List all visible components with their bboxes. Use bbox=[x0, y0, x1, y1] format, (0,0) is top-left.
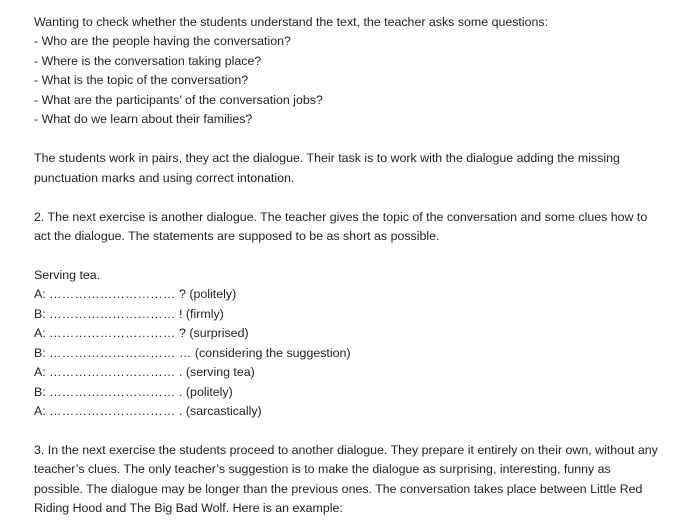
dialogue-punctuation: ? bbox=[179, 287, 186, 302]
dialogue-punctuation: . bbox=[179, 384, 183, 399]
text-block-serving-tea-dialogue bbox=[34, 266, 658, 422]
dialogue-blank-leader: ………………………… bbox=[49, 365, 176, 380]
dialogue-stage-direction: (politely) bbox=[189, 287, 237, 302]
dialogue-turn bbox=[34, 305, 658, 324]
dialogue-punctuation: . bbox=[179, 404, 183, 419]
question-line: - Where is the conversation taking place? bbox=[34, 53, 262, 68]
dialogue-stage-direction: (politely) bbox=[185, 384, 233, 399]
dialogue-turn bbox=[34, 402, 658, 421]
dialogue-turn bbox=[34, 363, 658, 382]
dialogue-punctuation: . bbox=[179, 365, 183, 380]
dialogue-speaker: A: bbox=[34, 404, 46, 419]
dialogue-stage-direction: (considering the suggestion) bbox=[194, 345, 351, 360]
dialogue-speaker: B: bbox=[34, 345, 46, 360]
question-line: - Who are the people having the conversation? bbox=[34, 34, 291, 49]
dialogue-stage-direction: (sarcastically) bbox=[185, 404, 262, 419]
paragraph-text: 3. In the next exercise the students proceed to another dialogue. They prepare it entirely on their own, without any teacher’s clues. The only teacher’s suggestion is to make the dialogue as surprising, interesting, funny as possible. The dialogue may be longer than the previous ones. The conversation takes place between Little Red Riding Hood and The Big Bad Wolf. Here is an example: bbox=[34, 442, 658, 516]
paragraph-text: 2. The next exercise is another dialogue. The teacher gives the topic of the conversation and some clues how to act the dialogue. The statements are supposed to be as short as possible. bbox=[34, 209, 648, 243]
question-line: - What is the topic of the conversation? bbox=[34, 73, 249, 88]
question-line: - What are the participants’ of the conversation jobs? bbox=[34, 92, 323, 107]
dialogue-blank-leader: ………………………… bbox=[49, 345, 176, 360]
dialogue-turn bbox=[34, 285, 658, 304]
dialogue-punctuation: ? bbox=[179, 326, 186, 341]
dialogue-stage-direction: (surprised) bbox=[189, 326, 249, 341]
question-line: - What do we learn about their families? bbox=[34, 112, 253, 127]
dialogue-stage-direction: (firmly) bbox=[185, 306, 224, 321]
dialogue-turn bbox=[34, 344, 658, 363]
dialogue-stage-direction: (serving tea) bbox=[185, 365, 255, 380]
dialogue-punctuation: … bbox=[179, 345, 192, 360]
dialogue-speaker: A: bbox=[34, 287, 46, 302]
dialogue-blank-leader: ………………………… bbox=[49, 306, 176, 321]
text-block-pairs-paragraph bbox=[34, 149, 658, 188]
dialogue-speaker: A: bbox=[34, 326, 46, 341]
dialogue-speaker: B: bbox=[34, 384, 46, 399]
dialogue-blank-leader: ………………………… bbox=[49, 404, 176, 419]
dialogue-blank-leader: ………………………… bbox=[49, 384, 176, 399]
dialogue-heading: Serving tea. bbox=[34, 267, 101, 282]
text-block-questions bbox=[34, 13, 658, 130]
paragraph-text: The students work in pairs, they act the dialogue. Their task is to work with the dialogue adding the missing punctuation marks and using correct intonation. bbox=[34, 151, 620, 185]
dialogue-speaker: B: bbox=[34, 306, 46, 321]
dialogue-blank-leader: ………………………… bbox=[49, 326, 176, 341]
intro-line: Wanting to check whether the students understand the text, the teacher asks some questions: bbox=[34, 15, 549, 29]
dialogue-blank-leader: ………………………… bbox=[49, 287, 176, 302]
text-block-exercise-2-paragraph bbox=[34, 208, 658, 247]
document-body bbox=[34, 13, 658, 519]
dialogue-turn bbox=[34, 383, 658, 402]
dialogue-punctuation: ! bbox=[179, 306, 183, 321]
dialogue-turn bbox=[34, 324, 658, 343]
dialogue-speaker: A: bbox=[34, 365, 46, 380]
text-block-exercise-3-paragraph bbox=[34, 441, 658, 519]
